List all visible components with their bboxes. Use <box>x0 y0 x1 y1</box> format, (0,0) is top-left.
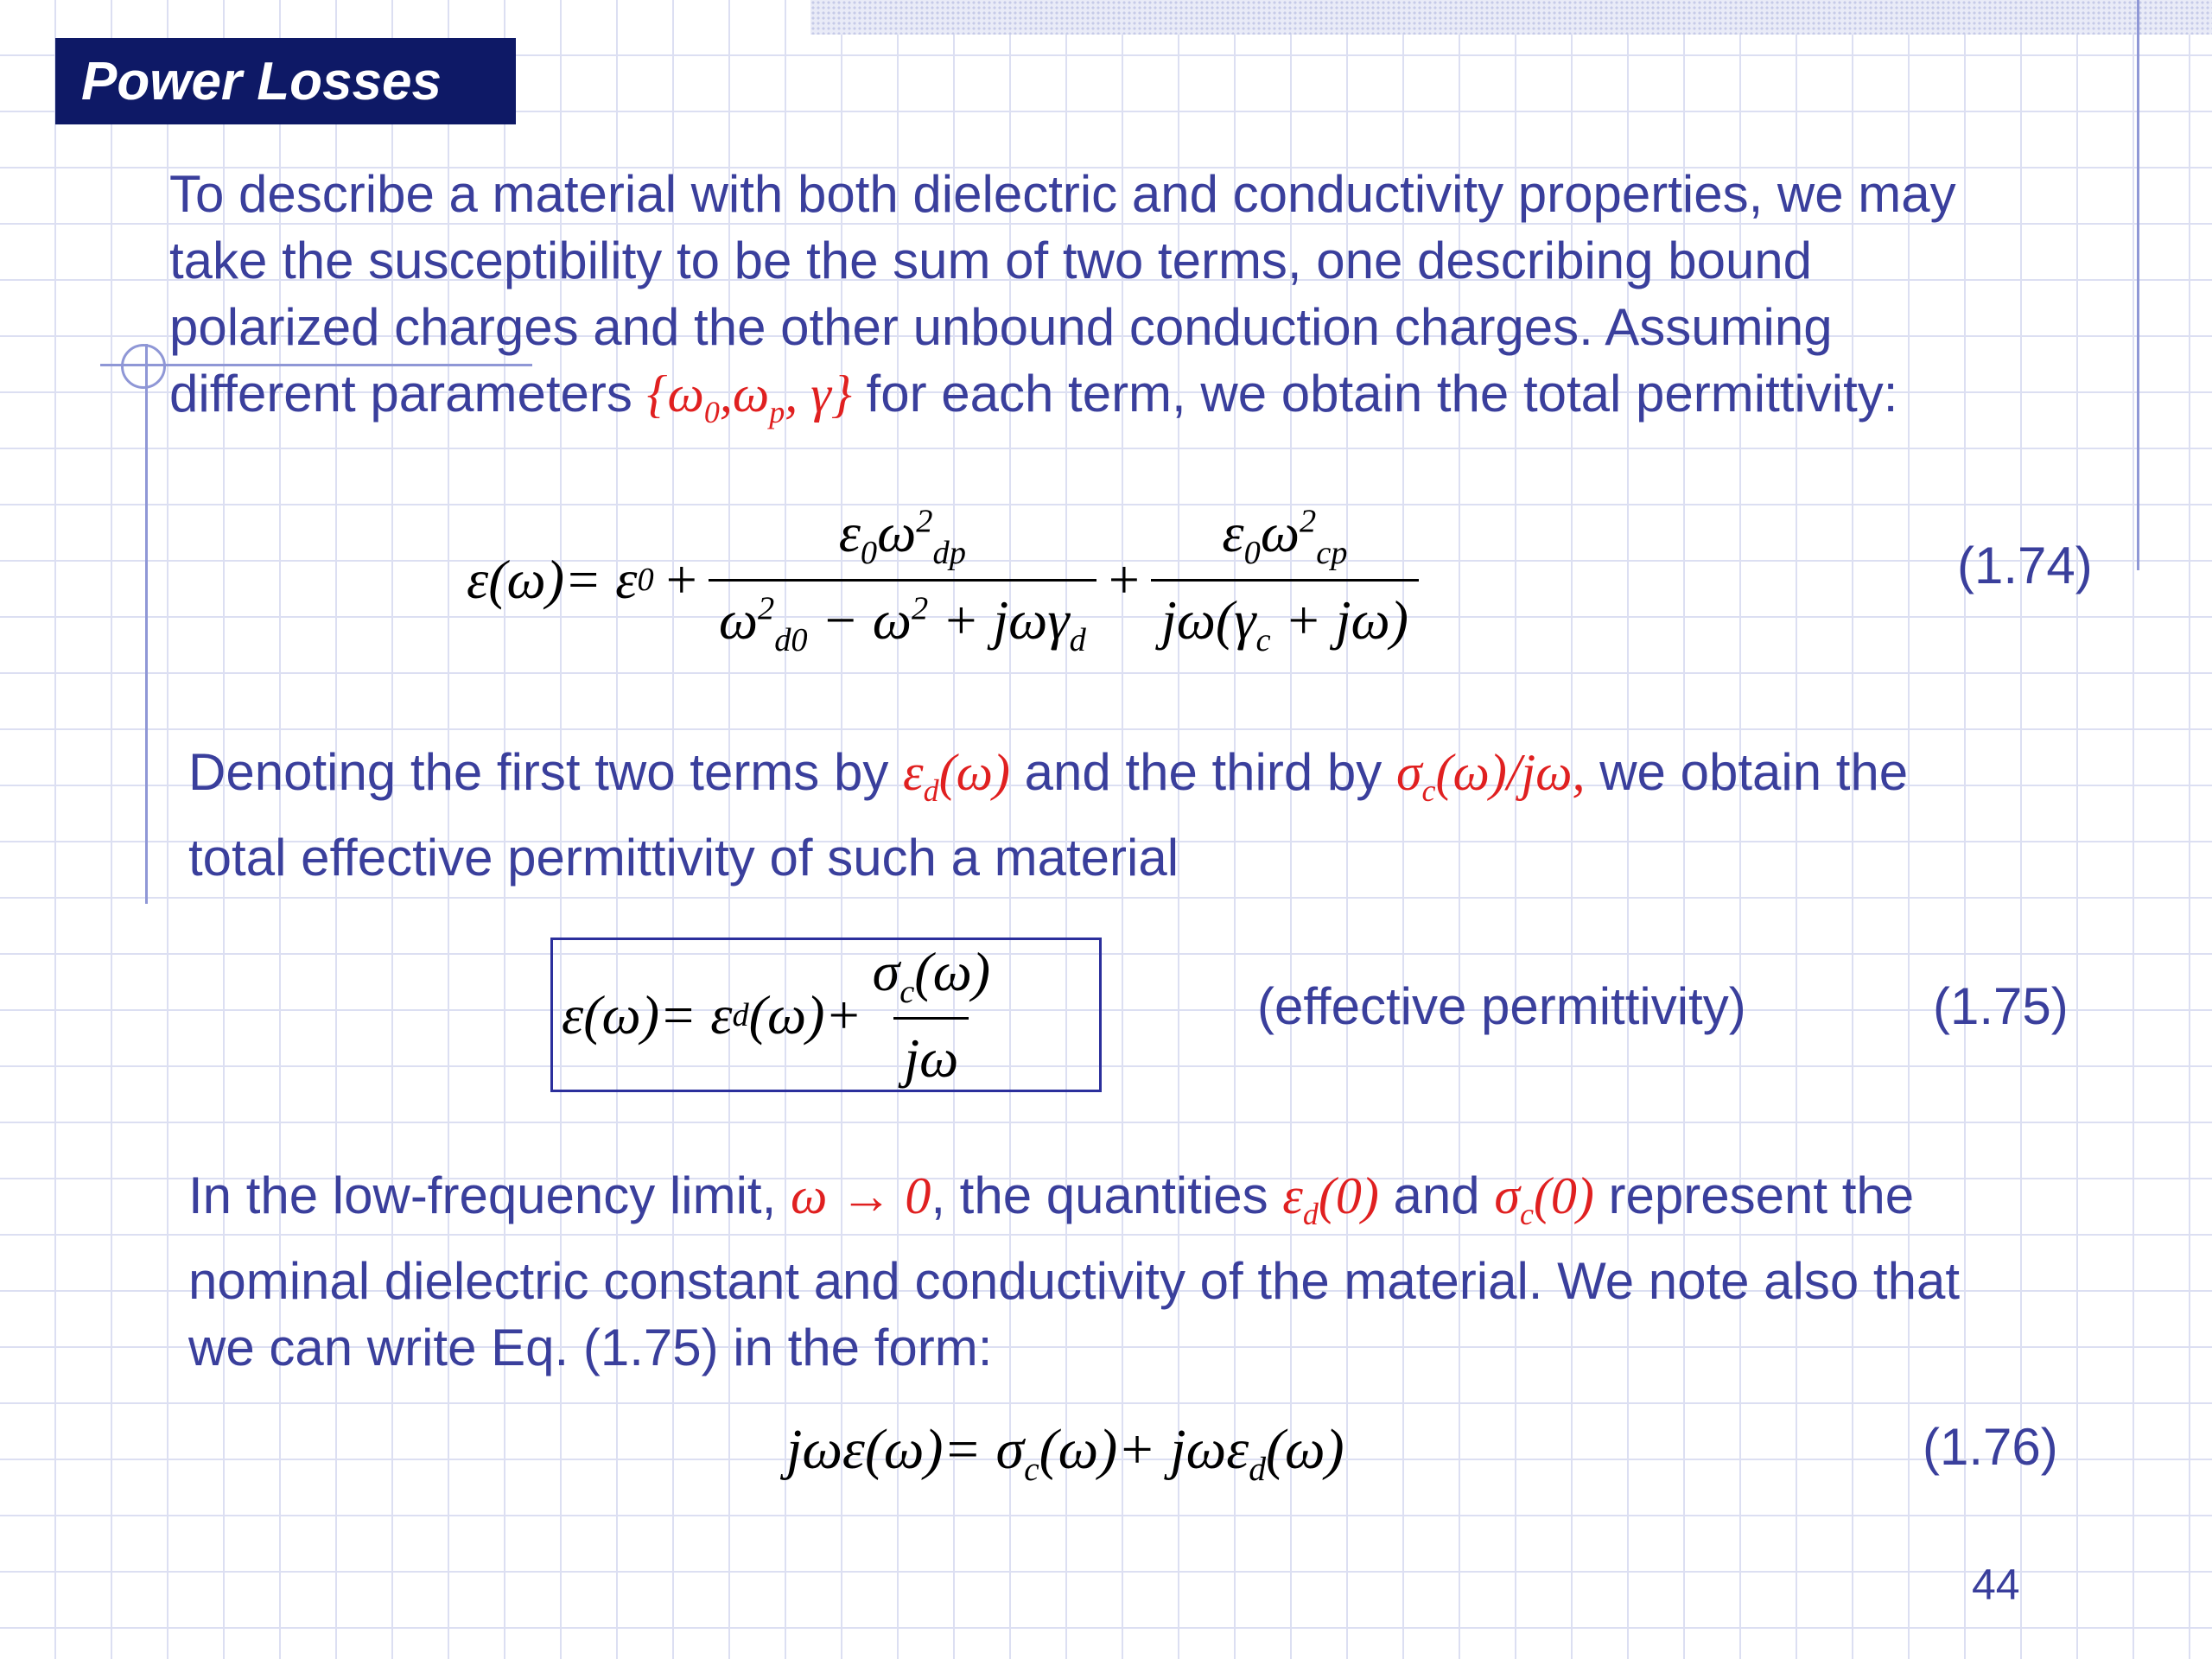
decorative-band <box>810 0 2212 35</box>
sigma-c-zero: $\sigma_c(0)$ <box>1494 1167 1594 1231</box>
equation-1-74: ε(ω)= ε 0 + $\frac{\varepsilon_0\omega^2_{dp}}{\omega^2_{d0} - \omega^2 + j\omega\gamma_d}$ + $\frac{\varepsilon_0\omega^2_{cp}}{j\omega(\gamma_c + j\omega)}$ <box>467 501 1419 659</box>
page-title: Power Losses <box>81 51 442 111</box>
effective-permittivity-label: (effective permittivity) <box>1257 977 1746 1035</box>
title-box <box>55 38 516 124</box>
crosshair-ornament <box>121 344 166 389</box>
para1-line3: polarized charges and the other unbound conduction charges. Assuming <box>169 298 1833 356</box>
para1-line1: To describe a material with both dielectric and conductivity properties, we may <box>169 165 1956 223</box>
fraction-conduction: $\frac{\varepsilon_0\omega^2_{cp}}{j\omega(\gamma_c + j\omega)}$ <box>1151 501 1419 659</box>
para2-line2: total effective permittivity of such a material <box>188 829 1179 887</box>
paragraph-3 <box>188 1162 2133 1381</box>
para1-line4-post: for each term, we obtain the total permittivity: <box>851 365 1898 423</box>
equation-number-1-74: (1.74) <box>1957 537 2093 594</box>
para3-line1: In the low-frequency limit, ω → 0, the quantities $\varepsilon_d(0)$ and $\sigma_c(0)$ represent the <box>188 1166 1915 1231</box>
equation-1-76: $j\omega\varepsilon(\omega)= \sigma_c(\omega)+ j\omega\varepsilon_d(\omega)$ <box>786 1418 1344 1489</box>
page-number: 44 <box>1972 1560 2020 1609</box>
para1-line2: take the susceptibility to be the sum of two terms, one describing bound <box>169 232 1813 289</box>
fraction-bound: $\frac{\varepsilon_0\omega^2_{dp}}{\omega^2_{d0} - \omega^2 + j\omega\gamma_d}$ <box>709 501 1096 659</box>
para1-line4 <box>169 360 2113 446</box>
eps-d-zero: $\varepsilon_d(0)$ <box>1282 1167 1379 1231</box>
para3-line2: nominal dielectric constant and conductivity of the material. We note also that <box>188 1252 1960 1310</box>
para1-line4-pre: different parameters <box>169 365 647 423</box>
equation-number-1-76: (1.76) <box>1923 1418 2058 1476</box>
paragraph-1 <box>169 161 2113 446</box>
left-rule <box>145 344 148 904</box>
paragraph-2 <box>188 739 2133 891</box>
fraction-sigma-over-jw: $\frac{\sigma_c(\omega)}{j\omega}$ <box>872 940 991 1090</box>
equation-1-75: ε(ω)= ε d (ω)+ $\frac{\sigma_c(\omega)}{j\omega}$ <box>562 942 1001 1089</box>
parameter-set: {$\omega_0,\omega_p$, γ} <box>646 365 852 429</box>
eps-d-term: $\varepsilon_d(\omega)$ <box>903 744 1010 808</box>
equation-number-1-75: (1.75) <box>1933 977 2069 1035</box>
right-rule <box>2137 0 2139 570</box>
limit-expression: ω → 0 <box>790 1167 931 1224</box>
para3-line3: we can write Eq. (1.75) in the form: <box>188 1319 993 1376</box>
sigma-c-term: $\sigma_c(\omega)/j\omega$, <box>1395 744 1586 808</box>
para2-line1: Denoting the first two terms by $\varepsilon_d(\omega)$ and the third by $\sigma_c(\omega)/j\omega$, we obtain the <box>188 743 1909 808</box>
